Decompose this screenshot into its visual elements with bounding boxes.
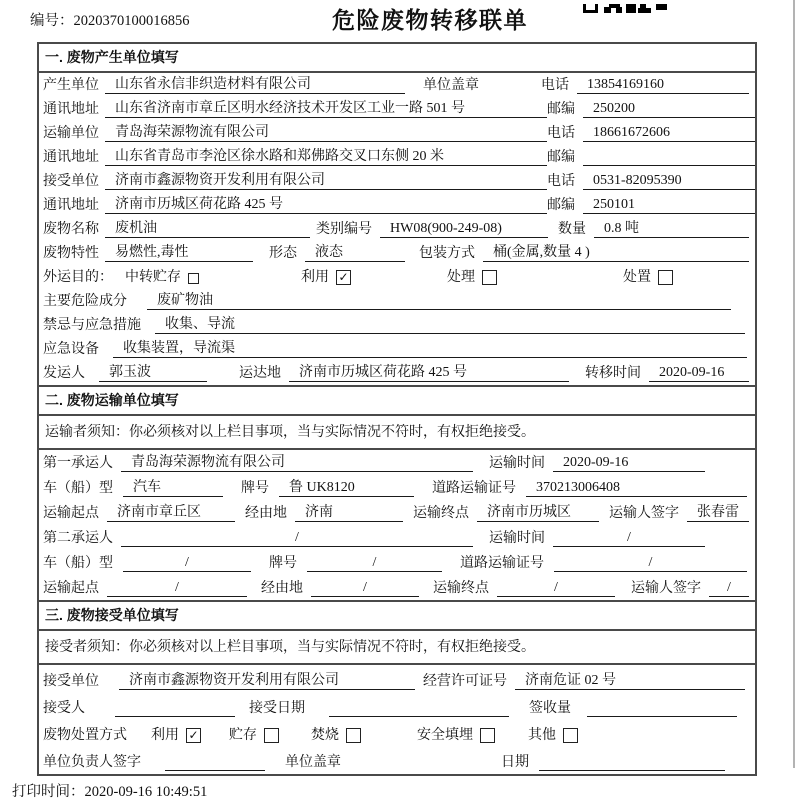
purpose-row (39, 265, 755, 289)
checkbox-disposal-landfill (480, 728, 495, 743)
zip3-label: 邮编 (547, 198, 575, 213)
section-producer-title: 一. 废物产生单位填写 (39, 44, 755, 73)
section-receive (37, 600, 757, 776)
addr1-label: 通讯地址 (43, 102, 99, 117)
hazard-row (39, 289, 755, 313)
plate2-label: 牌号 (269, 556, 297, 571)
carrier2-value: / (121, 530, 473, 547)
phone3-value: 0531-82095390 (583, 173, 755, 190)
qty-label: 数量 (558, 222, 586, 237)
route2-row (39, 575, 755, 600)
accept-date-value (329, 716, 509, 717)
start1-label: 运输起点 (43, 506, 99, 521)
transfer-time-value: 2020-09-16 (649, 365, 749, 382)
disposal-label: 废物处置方式 (43, 728, 127, 743)
producer-row (39, 73, 755, 97)
section-producer (37, 42, 757, 387)
taboo-label: 禁忌与应急措施 (43, 318, 141, 333)
equipment-value: 收集装置，导流渠 (113, 341, 747, 358)
receive-notice: 接受者须知：你必须核对以上栏目事项，当与实际情况不符时，有权拒绝接受。 (39, 631, 755, 665)
dest-value: 济南市历城区荷花路 425 号 (289, 365, 569, 382)
transfer-time-label: 转移时间 (585, 366, 641, 381)
transporter-address-row (39, 145, 755, 169)
section-receive-title: 三. 废物接受单位填写 (39, 602, 755, 631)
waste-property-row (39, 241, 755, 265)
addr3-value: 济南市历城区荷花路 425 号 (105, 197, 547, 214)
road1-value: 370213006408 (526, 480, 747, 497)
road1-label: 道路运输证号 (432, 481, 516, 496)
print-time-value: 2020-09-16 10:49:51 (84, 784, 208, 800)
document-header (0, 0, 796, 42)
responsible-sign-row (39, 747, 755, 774)
receiver-address-row (39, 193, 755, 217)
taboo-value: 收集、导流 (155, 317, 745, 334)
dest-label: 运达地 (239, 366, 281, 381)
print-time-label: 打印时间： (12, 784, 85, 800)
plate2-value: / (307, 555, 442, 572)
disposal-incinerate-label: 焚烧 (311, 728, 339, 743)
vehicle2-value: / (123, 555, 251, 572)
vehicle2-label: 车（船）型 (43, 556, 113, 571)
document-number-label: 编号： (30, 13, 74, 29)
checkbox-dispose (658, 270, 673, 285)
phone2-label: 电话 (547, 126, 575, 141)
acceptor-row (39, 693, 755, 720)
category-value: HW08(900-249-08) (380, 221, 548, 238)
producer-label: 产生单位 (43, 78, 99, 93)
vehicle1-row (39, 475, 755, 500)
carrier1-value: 青岛海荣源物流有限公司 (121, 455, 473, 472)
license-value: 济南危证 02 号 (515, 673, 745, 690)
section-transport-title: 二. 废物运输单位填写 (39, 387, 755, 416)
page-edge-divider (793, 0, 795, 768)
checkbox-treat (482, 270, 497, 285)
disposal-utilize-label: 利用 (151, 728, 179, 743)
sign1-label: 运输人签字 (609, 506, 679, 521)
disposal-storage-label: 贮存 (229, 728, 257, 743)
form-label: 形态 (269, 246, 297, 261)
receive-unit-label: 接受单位 (43, 674, 99, 689)
route1-row (39, 500, 755, 525)
waste-name-value: 废机油 (105, 221, 310, 238)
zip2-label: 邮编 (547, 150, 575, 165)
carrier2-row (39, 525, 755, 550)
property-value: 易燃性,毒性 (105, 245, 253, 262)
addr3-label: 通讯地址 (43, 198, 99, 213)
time1-value: 2020-09-16 (553, 455, 705, 472)
hazard-value: 废矿物油 (147, 293, 731, 310)
receive-unit-value: 济南市鑫源物资开发利用有限公司 (119, 673, 415, 690)
end2-value: / (497, 580, 615, 597)
document-number-value: 2020370100016856 (73, 13, 190, 29)
time1-label: 运输时间 (489, 456, 545, 471)
time2-value: / (553, 530, 705, 547)
purpose-option-transfer-label: 中转贮存 (125, 270, 181, 285)
sign2-label: 运输人签字 (631, 581, 701, 596)
receiver-row (39, 169, 755, 193)
category-label: 类别编号 (316, 222, 372, 237)
producer-address-row (39, 97, 755, 121)
date-label: 日期 (501, 755, 529, 770)
responsible-sign-label: 单位负责人签字 (43, 755, 141, 770)
road2-value: / (554, 555, 747, 572)
print-time (12, 780, 796, 801)
sign1-value: 张春雷 (687, 505, 749, 522)
zip1-value: 250200 (583, 101, 755, 118)
shipper-value: 郭玉波 (99, 365, 207, 382)
document-number (30, 9, 190, 30)
transport-notice: 运输者须知：你必须核对以上栏目事项，当与实际情况不符时，有权拒绝接受。 (39, 416, 755, 450)
acceptor-label: 接受人 (43, 701, 85, 716)
receiver-label: 接受单位 (43, 174, 99, 189)
addr2-value: 山东省青岛市李沧区徐水路和郑佛路交叉口东侧 20 米 (105, 149, 547, 166)
disposal-landfill-label: 安全填埋 (417, 728, 473, 743)
pack-value: 桶(金属,数量 4 ) (483, 245, 749, 262)
addr1-value: 山东省济南市章丘区明水经济技术开发区工业一路 501 号 (105, 101, 547, 118)
waste-name-row (39, 217, 755, 241)
unit-seal2-label: 单位盖章 (285, 755, 341, 770)
waste-name-label: 废物名称 (43, 222, 99, 237)
transporter-row (39, 121, 755, 145)
zip1-label: 邮编 (547, 102, 575, 117)
date-value (539, 770, 725, 771)
checkbox-disposal-utilize: ✓ (186, 728, 201, 743)
checkbox-transfer-storage (188, 273, 199, 284)
receiver-value: 济南市鑫源物资开发利用有限公司 (105, 173, 547, 190)
via2-label: 经由地 (261, 581, 303, 596)
zip3-value: 250101 (583, 197, 755, 214)
checkbox-disposal-storage (264, 728, 279, 743)
disposal-row (39, 720, 755, 747)
receive-unit-row (39, 665, 755, 693)
unit-seal-label: 单位盖章 (423, 78, 479, 93)
checkbox-disposal-other (563, 728, 578, 743)
transporter-value: 青岛海荣源物流有限公司 (105, 125, 547, 142)
purpose-label: 外运目的： (43, 270, 113, 285)
addr2-label: 通讯地址 (43, 150, 99, 165)
end2-label: 运输终点 (433, 581, 489, 596)
property-label: 废物特性 (43, 246, 99, 261)
via2-value: / (311, 580, 419, 597)
phone1-label: 电话 (541, 78, 569, 93)
zip2-value (583, 165, 755, 166)
shipper-row (39, 361, 755, 385)
via1-label: 经由地 (245, 506, 287, 521)
equipment-label: 应急设备 (43, 342, 99, 357)
received-qty-label: 签收量 (529, 701, 571, 716)
via1-value: 济南 (295, 505, 403, 522)
carrier1-row (39, 450, 755, 475)
carrier1-label: 第一承运人 (43, 456, 113, 471)
phone3-label: 电话 (547, 174, 575, 189)
start1-value: 济南市章丘区 (107, 505, 235, 522)
license-label: 经营许可证号 (423, 674, 507, 689)
time2-label: 运输时间 (489, 531, 545, 546)
end1-label: 运输终点 (413, 506, 469, 521)
shipper-label: 发运人 (43, 366, 85, 381)
purpose-option-treat-label: 处理 (447, 270, 475, 285)
sign2-value: / (709, 580, 749, 597)
pack-label: 包装方式 (419, 246, 475, 261)
purpose-option-utilize-label: 利用 (301, 270, 329, 285)
phone2-value: 18661672606 (583, 125, 755, 142)
carrier2-label: 第二承运人 (43, 531, 113, 546)
responsible-sign-value (165, 770, 265, 771)
taboo-row (39, 313, 755, 337)
transporter-label: 运输单位 (43, 126, 99, 141)
equipment-row (39, 337, 755, 361)
hazard-label: 主要危险成分 (43, 294, 127, 309)
section-transport (37, 385, 757, 602)
purpose-option-dispose-label: 处置 (623, 270, 651, 285)
acceptor-value (115, 716, 235, 717)
vehicle2-row (39, 550, 755, 575)
vehicle1-label: 车（船）型 (43, 481, 113, 496)
disposal-other-label: 其他 (528, 728, 556, 743)
start2-value: / (107, 580, 247, 597)
checkbox-utilize: ✓ (336, 270, 351, 285)
plate1-label: 牌号 (241, 481, 269, 496)
vehicle1-value: 汽车 (123, 480, 223, 497)
form-value: 液态 (305, 245, 405, 262)
phone1-value: 13854169160 (577, 77, 749, 94)
road2-label: 道路运输证号 (460, 556, 544, 571)
producer-value: 山东省永信非织造材料有限公司 (105, 77, 405, 94)
plate1-value: 鲁 UK8120 (279, 480, 414, 497)
accept-date-label: 接受日期 (249, 701, 305, 716)
qty-value: 0.8 吨 (594, 221, 749, 238)
page-title: 危险废物转移联单 (332, 7, 528, 33)
received-qty-value (587, 716, 737, 717)
end1-value: 济南市历城区 (477, 505, 599, 522)
start2-label: 运输起点 (43, 581, 99, 596)
checkbox-disposal-incinerate (346, 728, 361, 743)
